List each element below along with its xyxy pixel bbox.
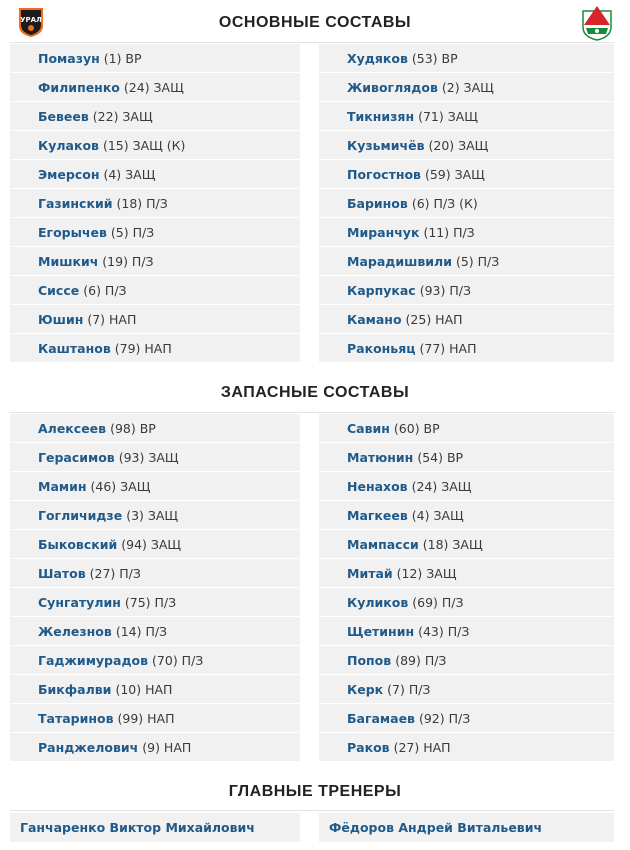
player-name[interactable]: Газинский [38,195,113,211]
player-row [10,443,300,472]
player-row [319,131,614,160]
player-row [319,733,614,762]
player-row [10,501,300,530]
starting-lineups-title: ОСНОВНЫЕ СОСТАВЫ [218,14,412,31]
player-number-position: (43) П/З [418,623,470,639]
player-row [319,617,614,646]
away-subs-list [319,414,614,762]
player-number-position: (4) ЗАЩ [411,507,464,523]
player-name[interactable]: Помазун [38,50,100,66]
player-row [10,276,300,305]
player-row [319,501,614,530]
player-row [10,530,300,559]
player-name[interactable]: Бикфалви [38,681,112,697]
player-name[interactable]: Щетинин [347,623,415,639]
player-number-position: (46) ЗАЩ [90,478,151,494]
player-number-position: (7) П/З [387,681,431,697]
player-row [319,247,614,276]
player-number-position: (99) НАП [117,710,175,726]
player-number-position: (5) П/З [110,224,155,240]
player-number-position: (54) ВР [417,449,464,465]
player-name[interactable]: Живоглядов [347,79,438,95]
player-name[interactable]: Гаджимурадов [38,652,149,668]
player-row [319,443,614,472]
player-number-position: (27) П/З [89,565,141,581]
player-name[interactable]: Кузьмичёв [347,137,425,153]
player-number-position: (75) П/З [124,594,177,610]
substitutes-title: ЗАПАСНЫЕ СОСТАВЫ [220,384,410,401]
player-row [10,305,300,334]
player-row [319,276,614,305]
player-number-position: (77) НАП [419,340,477,356]
player-number-position: (71) ЗАЩ [418,108,478,124]
player-number-position: (14) П/З [115,623,168,639]
player-number-position: (18) ЗАЩ [422,536,483,552]
player-name[interactable]: Алексеев [38,420,107,436]
player-name[interactable]: Камано [347,311,402,327]
away-starting-list [319,44,614,363]
player-number-position: (89) П/З [395,652,447,668]
player-row [319,218,614,247]
player-number-position: (70) П/З [152,652,204,668]
player-name[interactable]: Гогличидзе [38,507,123,523]
player-row [10,73,300,102]
player-row [319,160,614,189]
player-row [319,305,614,334]
player-name[interactable]: Шатов [38,565,86,581]
title-divider [10,42,614,43]
player-name[interactable]: Матюнин [347,449,414,465]
player-name[interactable]: Кулаков [38,137,99,153]
player-number-position: (1) ВР [103,50,142,66]
player-number-position: (98) ВР [110,420,156,436]
player-row [319,102,614,131]
player-row [10,131,300,160]
player-name[interactable]: Юшин [38,311,84,327]
head-coaches-title: ГЛАВНЫЕ ТРЕНЕРЫ [228,783,402,800]
player-number-position: (4) ЗАЩ [103,166,156,182]
player-number-position: (27) НАП [393,739,451,755]
player-name[interactable]: Савин [347,420,390,436]
player-row [10,247,300,276]
player-row [319,530,614,559]
player-name[interactable]: Магкеев [347,507,408,523]
player-row [319,588,614,617]
player-row [319,189,614,218]
player-name[interactable]: Бевеев [38,108,89,124]
player-row [319,44,614,73]
player-number-position: (2) ЗАЩ [441,79,494,95]
player-number-position: (20) ЗАЩ [428,137,489,153]
player-name[interactable]: Попов [347,652,392,668]
player-number-position: (15) ЗАЩ (К) [102,137,186,153]
player-name[interactable]: Худяков [347,50,408,66]
svg-text:УРАЛ: УРАЛ [20,16,42,24]
player-name[interactable]: Мишкич [38,253,99,269]
home-coach [10,813,300,842]
player-number-position: (19) П/З [102,253,154,269]
player-number-position: (94) ЗАЩ [121,536,182,552]
title-divider [10,412,614,413]
player-row [319,646,614,675]
player-name[interactable]: Миранчук [347,224,420,240]
player-row [10,704,300,733]
coach-name[interactable]: Фёдоров Андрей Витальевич [319,813,614,842]
player-name[interactable]: Егорычев [38,224,107,240]
player-number-position: (9) НАП [142,739,192,755]
player-name[interactable]: Керк [347,681,384,697]
player-number-position: (10) НАП [115,681,173,697]
player-name[interactable]: Сиссе [38,282,80,298]
player-number-position: (12) ЗАЩ [396,565,457,581]
player-name[interactable]: Тикнизян [347,108,415,124]
player-name[interactable]: Мамин [38,478,87,494]
player-name[interactable]: Филипенко [38,79,120,95]
player-number-position: (60) ВР [393,420,440,436]
coach-name[interactable]: Ганчаренко Виктор Михайлович [10,813,300,842]
player-number-position: (79) НАП [114,340,172,356]
player-row [10,334,300,363]
player-number-position: (93) П/З [419,282,471,298]
player-number-position: (22) ЗАЩ [92,108,153,124]
player-number-position: (11) П/З [423,224,475,240]
player-name[interactable]: Сунгатулин [38,594,121,610]
player-row [319,675,614,704]
player-name[interactable]: Герасимов [38,449,115,465]
player-row [10,160,300,189]
player-name[interactable]: Митай [347,565,393,581]
player-name[interactable]: Марадишвили [347,253,452,269]
player-name[interactable]: Железнов [38,623,112,639]
player-number-position: (92) П/З [418,710,471,726]
player-number-position: (59) ЗАЩ [424,166,485,182]
player-row [10,44,300,73]
player-name[interactable]: Каштанов [38,340,111,356]
player-number-position: (6) П/З [83,282,127,298]
home-starting-list [10,44,300,363]
player-number-position: (93) ЗАЩ [118,449,179,465]
player-row [319,73,614,102]
player-number-position: (5) П/З [455,253,500,269]
player-row [319,559,614,588]
player-row [10,588,300,617]
player-name[interactable]: Быковский [38,536,118,552]
player-name[interactable]: Эмерсон [38,166,100,182]
player-number-position: (24) ЗАЩ [411,478,472,494]
player-name[interactable]: Ненахов [347,478,408,494]
player-row [10,102,300,131]
player-name[interactable]: Раков [347,739,390,755]
player-number-position: (24) ЗАЩ [123,79,184,95]
player-row [10,617,300,646]
player-name[interactable]: Баринов [347,195,408,211]
player-name[interactable]: Погостнов [347,166,421,182]
player-name[interactable]: Ранджелович [38,739,139,755]
player-number-position: (25) НАП [405,311,463,327]
player-row [10,414,300,443]
player-number-position: (69) П/З [412,594,464,610]
away-coach [319,813,614,842]
player-row [10,559,300,588]
player-row [10,472,300,501]
player-row [319,472,614,501]
player-row [10,646,300,675]
player-number-position: (7) НАП [87,311,137,327]
player-row [10,675,300,704]
player-row [319,414,614,443]
home-subs-list [10,414,300,762]
player-row [10,733,300,762]
player-row [319,704,614,733]
player-row [10,189,300,218]
player-row [10,218,300,247]
player-number-position: (53) ВР [411,50,458,66]
player-name[interactable]: Раконьяц [347,340,416,356]
player-name[interactable]: Куликов [347,594,409,610]
player-name[interactable]: Татаринов [38,710,114,726]
player-number-position: (18) П/З [116,195,168,211]
player-number-position: (3) ЗАЩ [126,507,179,523]
player-name[interactable]: Мампасси [347,536,419,552]
player-name[interactable]: Карпукас [347,282,416,298]
player-name[interactable]: Багамаев [347,710,415,726]
player-row [319,334,614,363]
title-divider [10,810,614,811]
player-number-position: (6) П/З (К) [411,195,478,211]
